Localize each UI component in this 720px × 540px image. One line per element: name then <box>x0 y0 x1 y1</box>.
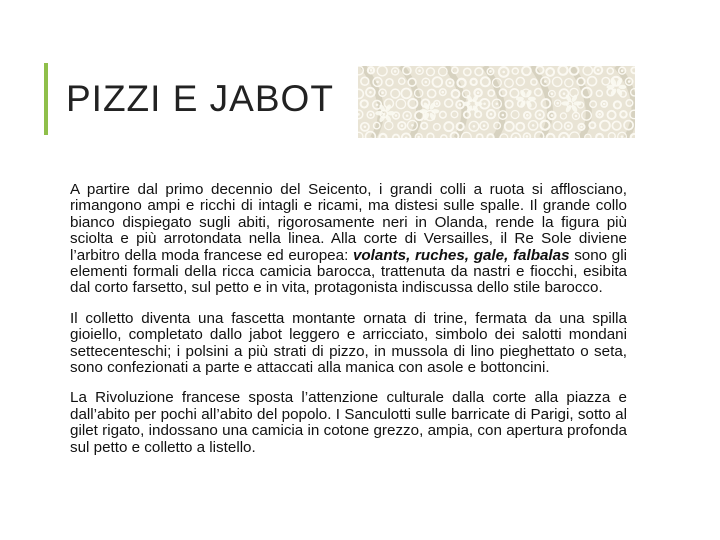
paragraph-3: La Rivoluzione francese sposta l’attenzione culturale dalla corte alla piazza e dall’abito per pochi all’abito del popolo. I Sanculotti sulle barricate di Parigi, sotto al gilet rigato, indossano una camicia in cotone grezzo, ampia, con apertura profonda sul petto e colletto a listello. <box>70 389 627 456</box>
paragraph-1-text-start: A partire dal primo decennio del Seicento, i grandi colli a ruota si afflosciano, rimangono ampi e ricchi di intagli e ricami, ma distesi sulle spalle. Il grande collo bianco dispiegato sugli abiti, rigorosamente neri in Olanda, rende la figura più sciolta e più arrotondata nella linea. Alla corte di Versailles, il Re Sole diviene l’arbitro della moda francese ed europea: <box>70 181 627 264</box>
paragraph-2: Il colletto diventa una fascetta montante ornata di trine, fermata da una spilla gioiello, completato dallo jabot leggero e arricciato, simbolo dei salotti mondani settecenteschi; i polsini a più strati di pizzo, in mussola di lino pieghettato o seta, sono confezionati a parte e attaccati alla manica con asole e bottoncini. <box>70 309 627 377</box>
title-accent-bar <box>44 63 48 135</box>
page-title: PIZZI E JABOT <box>66 78 334 119</box>
body-text <box>70 182 627 470</box>
paragraph-1-emphasis: volants, ruches, gale, falbalas <box>352 246 570 264</box>
lace-photo <box>358 66 635 138</box>
paragraph-1 <box>70 182 627 297</box>
paragraph-1-text-end: sono gli elementi formali della ricca camicia barocca, trattenuta da nastri e fiocchi, esibita dal corto farsetto, sul petto e in vita, protagonista indiscussa dello stile barocco. <box>70 246 627 297</box>
